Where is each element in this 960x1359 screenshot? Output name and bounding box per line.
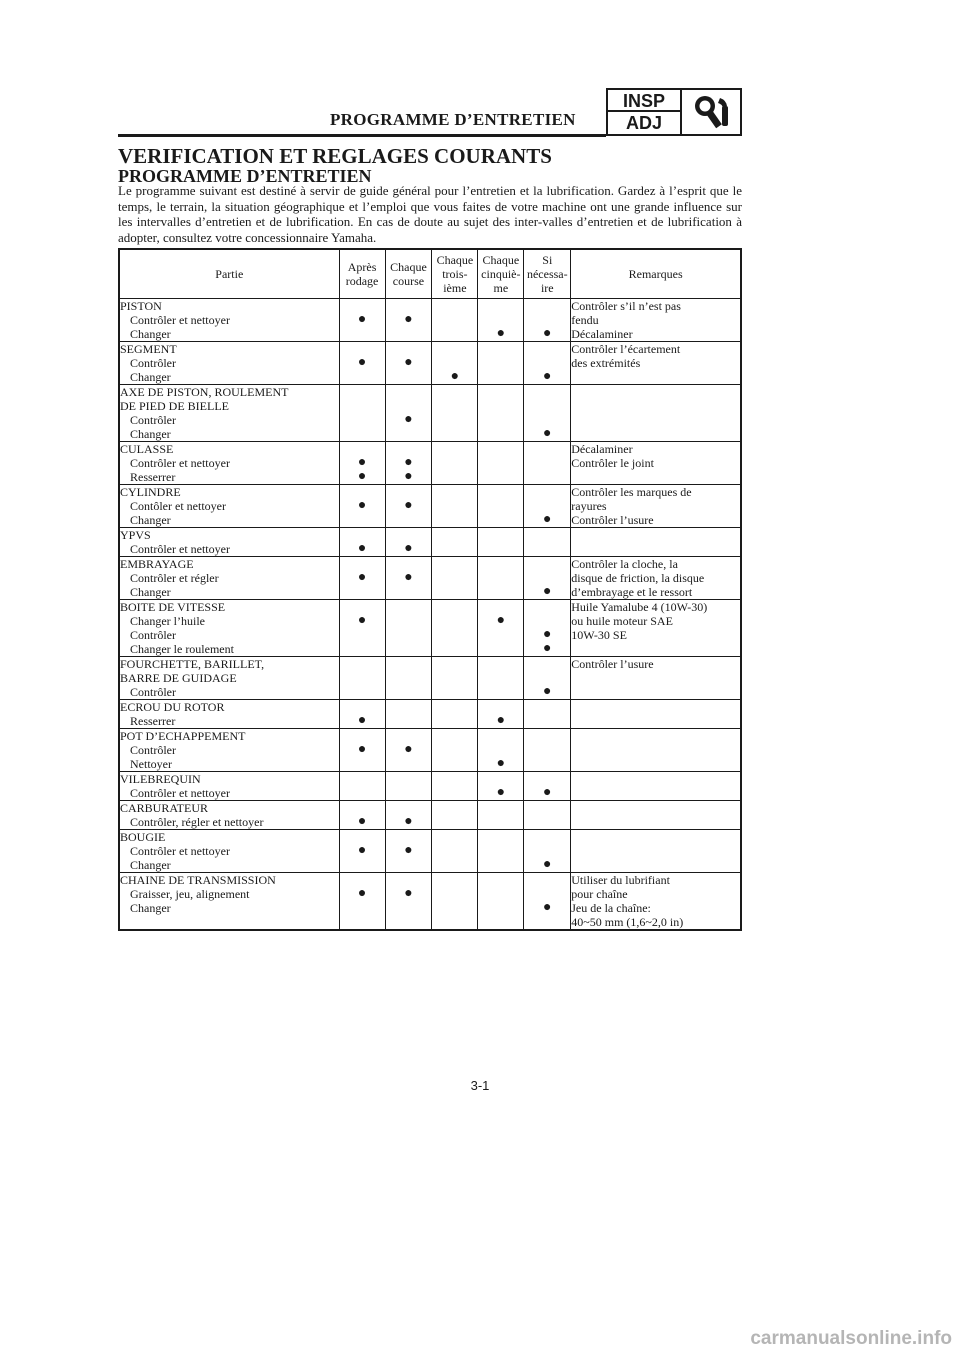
column-header	[524, 249, 571, 299]
interval-cell	[478, 772, 524, 801]
interval-cell	[524, 700, 571, 729]
interval-mark: ●	[404, 498, 413, 513]
part-title: FOURCHETTE, BARILLET,	[120, 657, 265, 671]
remark-line: disque de friction, la disque	[571, 571, 705, 585]
task-label: Contrôler	[130, 413, 176, 427]
remark-line: 10W-30 SE	[571, 628, 627, 642]
interval-cell	[478, 801, 524, 830]
task-label: Changer	[130, 858, 171, 872]
interval-mark: ●	[404, 312, 413, 327]
table-row	[119, 342, 741, 385]
remark-line: Contrôler s’il n’est pas	[571, 299, 681, 313]
interval-cell	[478, 342, 524, 385]
interval-mark: ●	[543, 641, 552, 656]
interval-cell	[385, 442, 432, 485]
interval-cell	[385, 528, 432, 557]
task-label: Nettoyer	[130, 757, 172, 771]
column-header	[432, 249, 478, 299]
remarks-cell	[571, 729, 741, 772]
interval-cell	[385, 385, 432, 442]
interval-cell	[478, 485, 524, 528]
task-label: Contrôler et nettoyer	[130, 786, 230, 800]
task-label: Contrôler et nettoyer	[130, 456, 230, 470]
table-row	[119, 873, 741, 931]
interval-mark: ●	[357, 469, 367, 484]
interval-cell	[339, 801, 385, 830]
column-header-line: course	[392, 274, 425, 288]
interval-cell	[339, 600, 385, 657]
interval-cell	[524, 801, 571, 830]
interval-mark: ●	[404, 886, 413, 901]
part-title: YPVS	[120, 528, 151, 542]
interval-cell	[385, 772, 432, 801]
remark-line: d’embrayage et le ressort	[571, 585, 693, 599]
part-cell	[119, 385, 339, 442]
interval-cell	[478, 873, 524, 931]
interval-mark: ●	[543, 512, 552, 527]
interval-mark: ●	[357, 613, 367, 628]
remarks-cell	[571, 700, 741, 729]
remark-line: Contrôler le joint	[571, 456, 654, 470]
part-title: ECROU DU ROTOR	[120, 700, 225, 714]
part-cell	[119, 830, 339, 873]
interval-cell	[478, 385, 524, 442]
interval-mark: ●	[496, 613, 506, 628]
column-header	[478, 249, 524, 299]
remark-line: 40~50 mm (1,6~2,0 in)	[571, 915, 684, 929]
table-row	[119, 485, 741, 528]
interval-cell	[385, 342, 432, 385]
interval-cell	[339, 657, 385, 700]
part-cell	[119, 657, 339, 700]
section-title: VERIFICATION ET REGLAGES COURANTS	[118, 144, 552, 168]
table-header-row	[119, 249, 741, 299]
interval-cell	[385, 600, 432, 657]
interval-mark: ●	[543, 857, 552, 872]
interval-mark: ●	[543, 369, 552, 384]
task-label: Changer	[130, 901, 171, 915]
interval-cell	[478, 557, 524, 600]
interval-mark: ●	[357, 713, 367, 728]
interval-cell	[385, 485, 432, 528]
interval-cell	[339, 700, 385, 729]
badge-insp-label: INSP	[608, 90, 682, 112]
interval-cell	[432, 657, 478, 700]
task-label: Contrôler et nettoyer	[130, 844, 230, 858]
interval-mark: ●	[543, 627, 552, 642]
column-header-line: Si	[542, 253, 553, 267]
column-header-line: ième	[443, 281, 467, 295]
table-row	[119, 600, 741, 657]
remark-line: des extrémités	[571, 356, 641, 370]
interval-cell	[385, 729, 432, 772]
wrench-magnifier-icon	[684, 92, 734, 132]
task-label: Contrôler et nettoyer	[130, 313, 230, 327]
interval-mark: ●	[496, 713, 506, 728]
interval-mark: ●	[357, 541, 367, 556]
interval-mark: ●	[404, 742, 413, 757]
remark-line: Contrôler l’usure	[571, 657, 654, 671]
interval-mark: ●	[543, 326, 552, 341]
column-header-line: Chaque	[390, 260, 427, 274]
interval-mark: ●	[543, 684, 552, 699]
task-label: Changer	[130, 427, 171, 441]
table-row	[119, 657, 741, 700]
interval-mark: ●	[357, 355, 367, 370]
interval-cell	[385, 557, 432, 600]
interval-mark: ●	[357, 814, 367, 829]
column-header-line: ire	[540, 281, 554, 295]
part-cell	[119, 299, 339, 342]
interval-cell	[339, 528, 385, 557]
interval-mark: ●	[357, 498, 367, 513]
part-cell	[119, 600, 339, 657]
interval-cell	[524, 657, 571, 700]
table-body	[119, 299, 741, 931]
interval-cell	[432, 600, 478, 657]
interval-mark: ●	[543, 900, 552, 915]
remarks-cell	[571, 801, 741, 830]
part-cell	[119, 873, 339, 931]
interval-cell	[524, 528, 571, 557]
interval-cell	[339, 485, 385, 528]
part-title-line2: BARRE DE GUIDAGE	[120, 671, 237, 685]
task-label: Changer l’huile	[130, 614, 205, 628]
interval-cell	[432, 342, 478, 385]
part-cell	[119, 557, 339, 600]
remark-line: Utiliser du lubrifiant	[571, 873, 670, 887]
interval-mark: ●	[404, 355, 413, 370]
interval-cell	[432, 557, 478, 600]
interval-mark: ●	[450, 369, 460, 384]
part-cell	[119, 801, 339, 830]
remarks-cell	[571, 299, 741, 342]
interval-mark: ●	[357, 742, 367, 757]
table-row	[119, 729, 741, 772]
page-number: 3-1	[470, 1078, 490, 1093]
interval-mark: ●	[496, 756, 506, 771]
part-cell	[119, 772, 339, 801]
remark-line: Huile Yamalube 4 (10W-30)	[571, 600, 708, 614]
column-header	[385, 249, 432, 299]
part-title: CHAINE DE TRANSMISSION	[120, 873, 276, 887]
interval-cell	[478, 299, 524, 342]
column-header-line: Chaque	[436, 253, 474, 267]
column-header-line: me	[493, 281, 509, 295]
interval-cell	[339, 729, 385, 772]
task-label: Changer	[130, 327, 171, 341]
interval-mark: ●	[357, 570, 367, 585]
part-title: CYLINDRE	[120, 485, 181, 499]
task-label: Resserrer	[130, 470, 176, 484]
interval-cell	[478, 657, 524, 700]
interval-cell	[478, 700, 524, 729]
part-cell	[119, 442, 339, 485]
interval-cell	[432, 830, 478, 873]
interval-cell	[478, 442, 524, 485]
interval-mark: ●	[404, 570, 413, 585]
interval-mark: ●	[357, 312, 367, 327]
task-label: Contrôler, régler et nettoyer	[130, 815, 264, 829]
part-title: AXE DE PISTON, ROULEMENT	[120, 385, 289, 399]
interval-cell	[339, 772, 385, 801]
interval-mark: ●	[543, 426, 552, 441]
interval-cell	[339, 873, 385, 931]
part-cell	[119, 528, 339, 557]
column-header	[571, 249, 741, 299]
column-header-line: cinquiè-	[481, 267, 521, 281]
task-label: Resserrer	[130, 714, 176, 728]
interval-cell	[432, 442, 478, 485]
interval-cell	[478, 528, 524, 557]
remark-line: Contrôler l’usure	[571, 513, 654, 527]
interval-mark: ●	[543, 584, 552, 599]
task-label: Contrôler	[130, 628, 176, 642]
interval-cell	[524, 772, 571, 801]
interval-cell	[339, 830, 385, 873]
badge-adj-label: ADJ	[608, 112, 682, 134]
interval-mark: ●	[404, 814, 413, 829]
remarks-cell	[571, 385, 741, 442]
task-label: Contrôler	[130, 743, 176, 757]
interval-mark: ●	[404, 412, 413, 427]
remarks-cell	[571, 557, 741, 600]
remark-line: ou huile moteur SAE	[571, 614, 673, 628]
interval-cell	[385, 657, 432, 700]
part-title: POT D’ECHAPPEMENT	[120, 729, 246, 743]
task-label: Contrôler	[130, 685, 176, 699]
column-header-line: trois-	[442, 267, 468, 281]
interval-cell	[432, 700, 478, 729]
remark-line: Décalaminer	[571, 327, 633, 341]
remarks-cell	[571, 485, 741, 528]
interval-cell	[339, 385, 385, 442]
interval-mark: ●	[496, 326, 506, 341]
part-cell	[119, 342, 339, 385]
header-rule	[118, 134, 606, 137]
part-title: EMBRAYAGE	[120, 557, 194, 571]
part-title: CULASSE	[120, 442, 174, 456]
table-row	[119, 772, 741, 801]
task-label: Changer le roulement	[130, 642, 234, 656]
interval-cell	[478, 729, 524, 772]
part-cell	[119, 485, 339, 528]
part-cell	[119, 700, 339, 729]
remark-line: Décalaminer	[571, 442, 633, 456]
remark-line: rayures	[571, 499, 607, 513]
remarks-cell	[571, 657, 741, 700]
task-label: Contrôler	[130, 356, 176, 370]
interval-cell	[478, 830, 524, 873]
insp-adj-badge	[606, 88, 742, 136]
interval-cell	[478, 600, 524, 657]
column-header-line: Chaque	[482, 253, 520, 267]
task-label: Changer	[130, 513, 171, 527]
task-label: Changer	[130, 585, 171, 599]
remark-line: fendu	[571, 313, 599, 327]
interval-mark: ●	[357, 886, 367, 901]
interval-cell	[385, 700, 432, 729]
interval-cell	[385, 873, 432, 931]
interval-cell	[524, 385, 571, 442]
task-label: Changer	[130, 370, 171, 384]
column-header-line: Remarques	[628, 267, 683, 281]
interval-cell	[339, 299, 385, 342]
interval-cell	[432, 385, 478, 442]
remarks-cell	[571, 528, 741, 557]
table-row	[119, 299, 741, 342]
interval-mark: ●	[543, 785, 552, 800]
interval-cell	[432, 485, 478, 528]
interval-cell	[385, 299, 432, 342]
column-header-line: rodage	[345, 274, 379, 288]
remarks-cell	[571, 442, 741, 485]
task-label: Contrôler et régler	[130, 571, 219, 585]
task-label: Contrôler et nettoyer	[130, 542, 230, 556]
task-label: Contôler et nettoyer	[130, 499, 226, 513]
remarks-cell	[571, 830, 741, 873]
remarks-cell	[571, 342, 741, 385]
interval-mark: ●	[496, 785, 506, 800]
interval-cell	[385, 830, 432, 873]
interval-cell	[524, 600, 571, 657]
section-subtitle: PROGRAMME D’ENTRETIEN	[118, 166, 372, 186]
interval-cell	[524, 485, 571, 528]
interval-cell	[524, 729, 571, 772]
part-title-line2: DE PIED DE BIELLE	[120, 399, 229, 413]
remark-line: pour chaîne	[571, 887, 628, 901]
interval-cell	[432, 299, 478, 342]
interval-cell	[524, 830, 571, 873]
part-title: BOITE DE VITESSE	[120, 600, 226, 614]
table-row	[119, 557, 741, 600]
column-header	[339, 249, 385, 299]
interval-mark: ●	[404, 843, 413, 858]
watermark: carmanualsonline.info	[750, 1328, 952, 1349]
remarks-cell	[571, 772, 741, 801]
table-row	[119, 442, 741, 485]
remark-line: Contrôler la cloche, la	[571, 557, 678, 571]
table-row	[119, 528, 741, 557]
interval-cell	[432, 528, 478, 557]
interval-cell	[432, 801, 478, 830]
interval-cell	[339, 342, 385, 385]
interval-cell	[339, 557, 385, 600]
part-title: SEGMENT	[120, 342, 177, 356]
table-row	[119, 801, 741, 830]
interval-cell	[524, 873, 571, 931]
interval-mark: ●	[404, 469, 413, 484]
maintenance-schedule-table	[118, 248, 742, 931]
interval-mark: ●	[357, 455, 367, 470]
interval-cell	[385, 801, 432, 830]
interval-mark: ●	[404, 541, 413, 556]
column-header-line: Après	[347, 260, 377, 274]
part-cell	[119, 729, 339, 772]
column-header-line: nécessa-	[526, 267, 568, 281]
part-title: CARBURATEUR	[120, 801, 209, 815]
part-title: BOUGIE	[120, 830, 166, 844]
interval-cell	[432, 772, 478, 801]
remark-line: Contrôler l’écartement	[571, 342, 681, 356]
interval-cell	[524, 442, 571, 485]
remark-line: Contrôler les marques de	[571, 485, 692, 499]
interval-mark: ●	[357, 843, 367, 858]
interval-cell	[339, 442, 385, 485]
remarks-cell	[571, 873, 741, 931]
interval-cell	[524, 299, 571, 342]
table-row	[119, 700, 741, 729]
interval-mark: ●	[404, 455, 413, 470]
task-label: Graisser, jeu, alignement	[130, 887, 250, 901]
part-title: PISTON	[120, 299, 162, 313]
table-row	[119, 385, 741, 442]
remark-line: Jeu de la chaîne:	[571, 901, 651, 915]
header-title: PROGRAMME D’ENTRETIEN	[330, 110, 576, 129]
interval-cell	[524, 557, 571, 600]
remarks-cell	[571, 600, 741, 657]
interval-cell	[432, 729, 478, 772]
intro-paragraph: Le programme suivant est destiné à servir de guide général pour l’entretien et la lubrification. Gardez à l’esprit que le temps, le terrain, la situation géographique et l’emploi que vous faites de votre machine ont une grande influence sur les intervalles d’entretien et de lubrification. En cas de doute au sujet des inter-valles d’entretien et de lubrification à adopter, consultez votre concessionnaire Yamaha.	[118, 183, 742, 245]
interval-cell	[432, 873, 478, 931]
table-row	[119, 830, 741, 873]
column-header	[119, 249, 339, 299]
interval-cell	[524, 342, 571, 385]
part-title: VILEBREQUIN	[120, 772, 201, 786]
column-header-line: Partie	[215, 267, 244, 281]
